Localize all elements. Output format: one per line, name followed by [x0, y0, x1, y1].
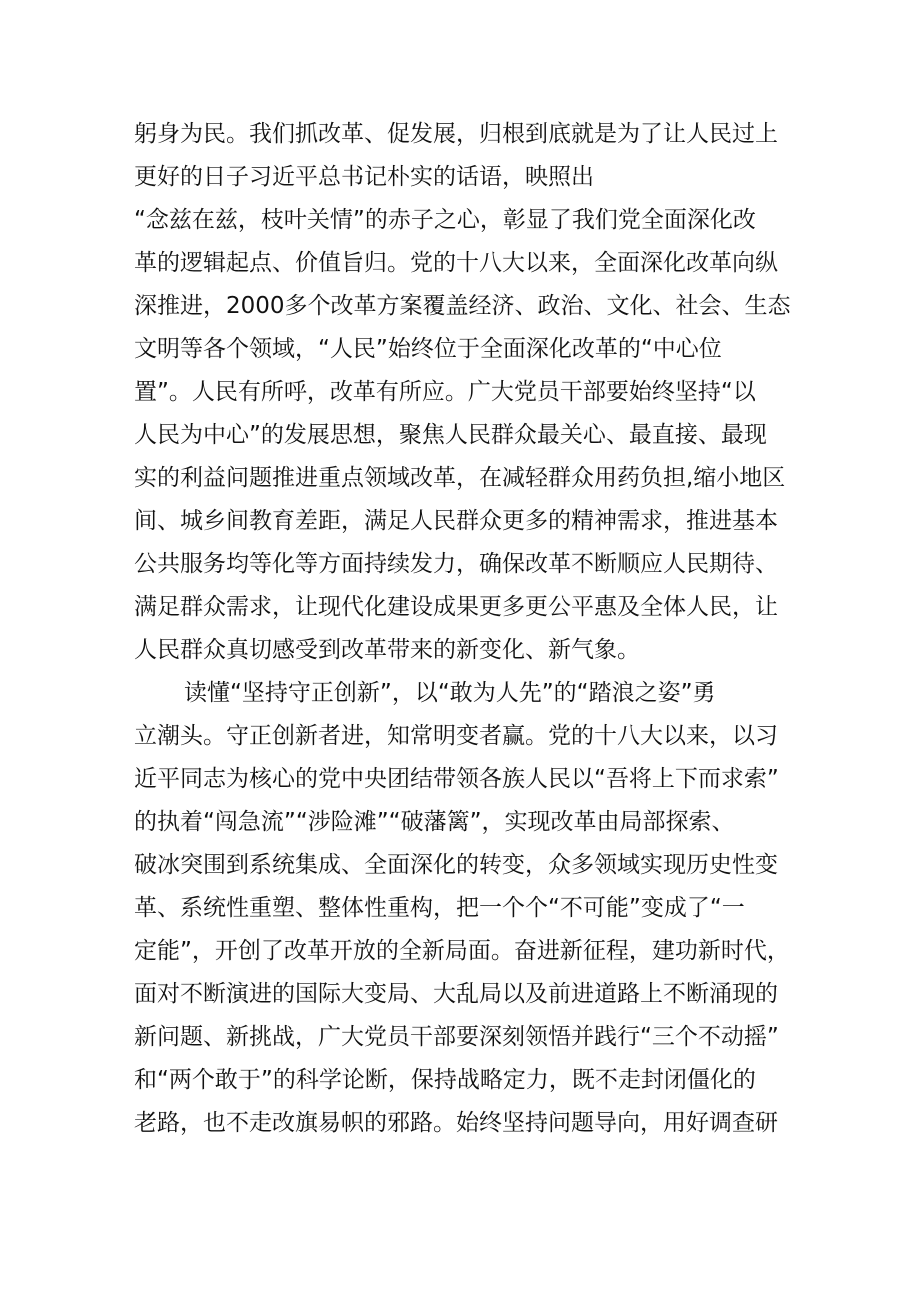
text-line: 实的利益问题推进重点领域改革，在减轻群众用药负担,缩小地区	[134, 465, 786, 491]
text-line: 公共服务均等化等方面持续发力，确保改革不断顺应人民期待、	[134, 551, 778, 577]
text-line: 置”。人民有所呼，改革有所应。广大党员干部要始终坚持“以	[134, 379, 756, 405]
text-line: 革、系统性重塑、整体性重构，把一个个“不可能”变成了“一	[134, 895, 745, 921]
text-line: 近平同志为核心的党中央团结带领各族人民以“吾将上下而求索”	[134, 766, 779, 792]
text-line: 人民群众真切感受到改革带来的新变化、新气象。	[134, 637, 640, 663]
text-line: 更好的日子习近平总书记朴实的话语，映照出	[134, 164, 594, 190]
text-line: 老路，也不走改旗易帜的邪路。始终坚持问题导向，用好调查研	[134, 1110, 778, 1136]
text-line: 定能”，开创了改革开放的全新局面。奋进新征程，建功新时代，	[134, 938, 790, 964]
text-line: 新问题、新挑战，广大党员干部要深刻领悟并践行“三个不动摇”	[134, 1024, 779, 1050]
document-body-text	[134, 113, 794, 1145]
text-line: 和“两个敢于”的科学论断，保持战略定力，既不走封闭僵化的	[134, 1067, 756, 1093]
text-line: 革的逻辑起点、价值旨归。党的十八大以来，全面深化改革向纵	[134, 250, 778, 276]
text-line: 的执着“闯急流”“涉险滩”“破藩篱”，实现改革由局部探索、	[134, 809, 735, 835]
text-line: 间、城乡间教育差距，满足人民群众更多的精神需求，推进基本	[134, 508, 778, 534]
text-line: 文明等各个领域，“人民”始终位于全面深化改革的“中心位	[134, 336, 722, 362]
text-line: 深推进，2000多个改革方案覆盖经济、政治、文化、社会、生态	[134, 293, 791, 319]
text-line: 人民为中心”的发展思想，聚焦人民群众最关心、最直接、最现	[134, 422, 767, 448]
text-line: 破冰突围到系统集成、全面深化的转变，众多领域实现历史性变	[134, 852, 778, 878]
text-line: 面对不断演进的国际大变局、大乱局以及前进道路上不断涌现的	[134, 981, 778, 1007]
text-line: “念兹在兹，枝叶关情”的赤子之心，彰显了我们党全面深化改	[134, 207, 756, 233]
text-line: 立潮头。守正创新者进，知常明变者赢。党的十八大以来，以习	[134, 723, 778, 749]
paragraph-first-line: 读懂“坚持守正创新”，以“敢为人先”的“踏浪之姿”勇	[184, 680, 716, 706]
text-line: 躬身为民。我们抓改革、促发展，归根到底就是为了让人民过上	[134, 121, 778, 147]
text-line: 满足群众需求，让现代化建设成果更多更公平惠及全体人民，让	[134, 594, 778, 620]
